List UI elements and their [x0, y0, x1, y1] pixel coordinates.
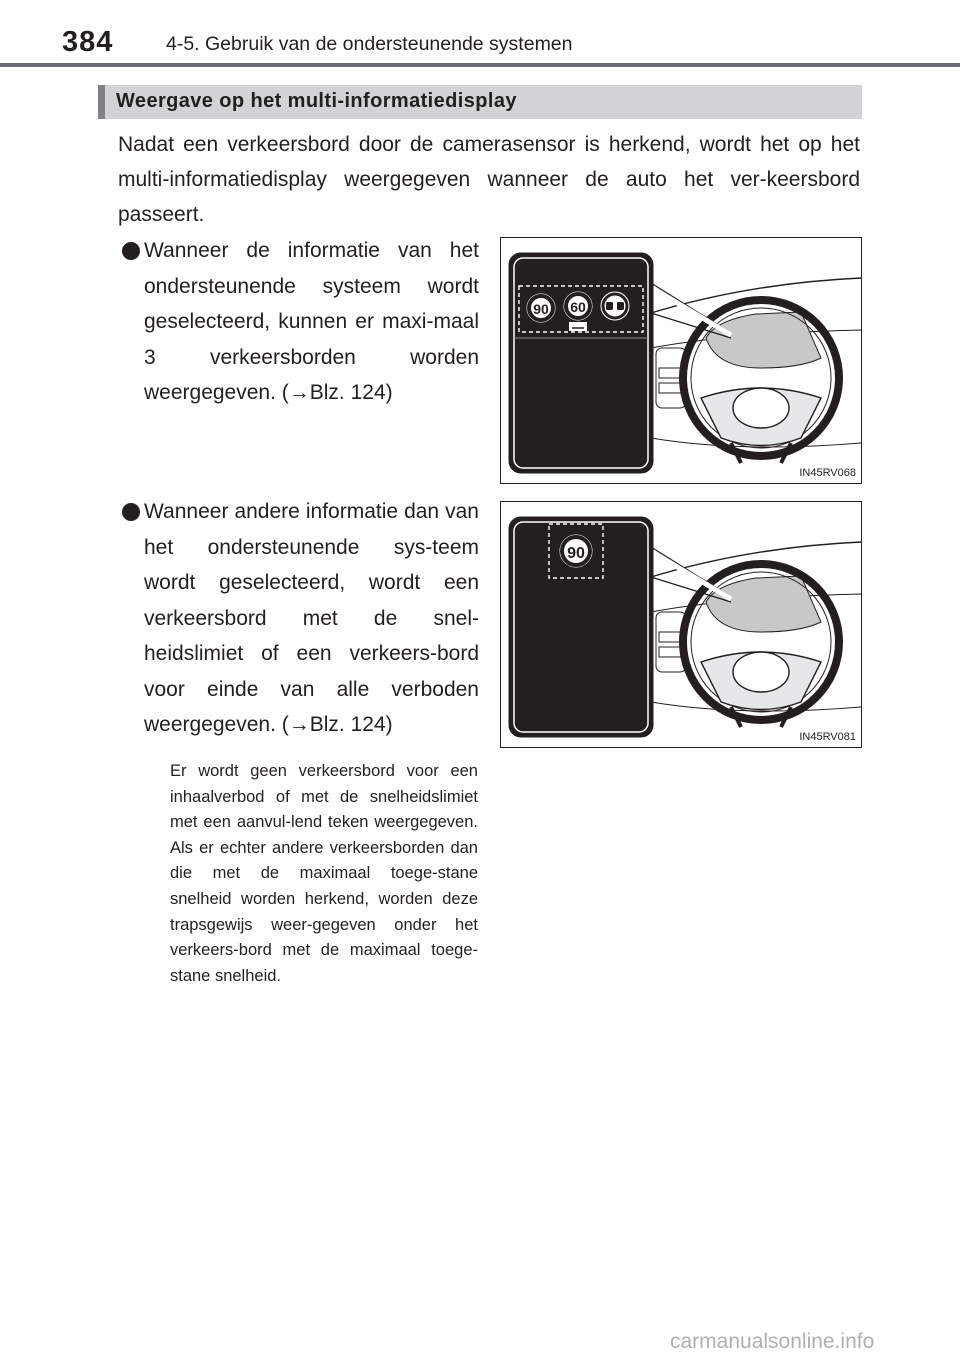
- bullet-text: Wanneer de informatie van het ondersteunende systeem wordt geselecteerd, kunnen er maxi-maal 3 verkeersborden worden weergegeven. (→Blz. 124): [144, 239, 479, 404]
- bullet-icon: [122, 242, 140, 260]
- page-number: 384: [62, 26, 114, 58]
- dashboard-illustration: [501, 502, 861, 747]
- sign-90-label: 90: [567, 545, 585, 562]
- speed-limit-sign-icon: [559, 534, 593, 568]
- speed-limit-sign-icon: [526, 293, 556, 323]
- section-title: Weergave op het multi-informatiedisplay: [116, 90, 517, 112]
- figure-dashboard-three-signs: [500, 237, 862, 484]
- sign-60-label: 60: [570, 299, 586, 315]
- note-paragraph: Er wordt geen verkeersbord voor een inhaalverbod of met de snelheidslimiet met een aanvul-lend teken weergegeven. Als er echter andere verkeersborden dan die met de maximaal toege-stane snelheid worden herkend, worden deze trapsgewijs weer-gegeven onder het verkeers-bord met de maximaal toege-stane snelheid.: [170, 762, 478, 985]
- header-rule: [0, 63, 960, 67]
- intro-paragraph: Nadat een verkeersbord door de camerasensor is herkend, wordt het op het multi-informatiedisplay weergegeven wanneer de auto het ver-keersbord passeert.: [118, 133, 860, 226]
- bullet-text: Wanneer andere informatie dan van het ondersteunende sys-teem wordt geselecteerd, wordt een verkeersbord met de snel-heidslimiet of een verkeers-bord voor einde van alle verboden weergegeven. (→Blz. 124): [144, 500, 479, 736]
- watermark: carmanualsonline.info: [670, 1330, 875, 1353]
- chapter-title: 4-5. Gebruik van de ondersteunende systemen: [166, 33, 573, 55]
- figure-code: IN45RV068: [799, 467, 856, 479]
- figure-code: IN45RV081: [799, 731, 856, 743]
- section-heading-accent: [98, 85, 105, 119]
- dashboard-illustration: [501, 238, 861, 483]
- no-overtaking-sign-icon: [600, 291, 630, 321]
- section-heading-bar: [98, 85, 862, 119]
- bullet-icon: [122, 503, 140, 521]
- figure-dashboard-single-sign: [500, 501, 862, 748]
- sign-90-label: 90: [533, 301, 549, 317]
